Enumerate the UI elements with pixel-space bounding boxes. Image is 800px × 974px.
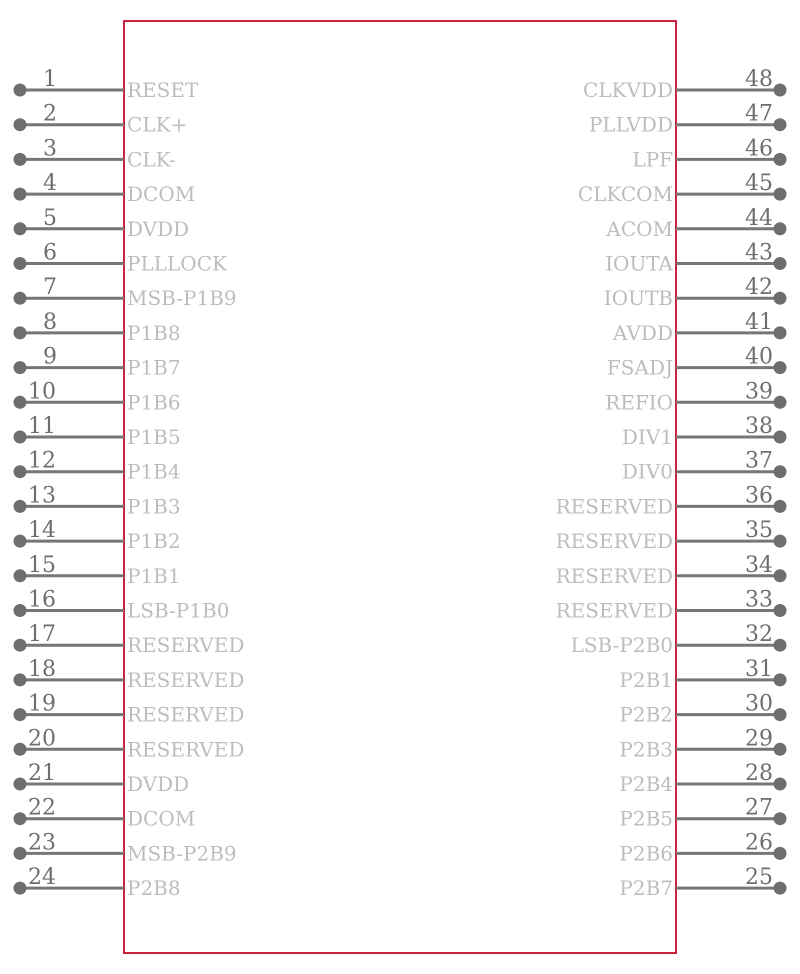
pin-label: P2B8 — [127, 876, 181, 901]
pin-label: AVDD — [613, 320, 673, 345]
pin-endpoint-dot — [14, 604, 27, 617]
left-pin-22 — [14, 796, 196, 831]
pin-label: P1B6 — [127, 390, 181, 415]
left-pin-2 — [14, 102, 188, 137]
right-pin-45 — [578, 171, 787, 206]
pin-number: 11 — [28, 414, 56, 439]
pin-label: DIV0 — [621, 459, 673, 484]
left-pin-6 — [14, 241, 229, 276]
pin-number: 34 — [745, 552, 773, 578]
pin-label: ACOM — [606, 216, 673, 241]
pin-endpoint-dot — [774, 708, 787, 721]
pin-number: 43 — [745, 240, 773, 266]
pin-number: 39 — [745, 379, 773, 405]
pin-label: P2B2 — [619, 702, 673, 727]
pin-endpoint-dot — [14, 396, 27, 409]
pin-number: 31 — [745, 656, 773, 682]
pin-endpoint-dot — [774, 639, 787, 652]
pin-endpoint-dot — [774, 396, 787, 409]
left-pin-10 — [14, 379, 181, 414]
right-pin-38 — [622, 414, 787, 449]
pin-label: PLLLOCK — [127, 251, 227, 276]
pin-endpoint-dot — [774, 153, 787, 166]
right-pin-26 — [619, 830, 786, 865]
right-pin-25 — [619, 865, 786, 900]
left-pin-8 — [14, 310, 181, 345]
pin-number: 13 — [28, 483, 56, 509]
left-pin-12 — [14, 449, 181, 484]
left-pin-group — [14, 67, 245, 900]
pin-label: P1B2 — [127, 529, 181, 554]
left-pin-5 — [14, 206, 190, 241]
left-pin-15 — [14, 553, 181, 588]
right-pin-48 — [583, 67, 787, 102]
pin-label: P1B1 — [127, 563, 181, 588]
pin-number: 7 — [43, 275, 57, 301]
pin-number: 8 — [43, 309, 57, 335]
pin-number: 17 — [28, 622, 56, 648]
pin-number: 46 — [745, 136, 773, 162]
pin-endpoint-dot — [14, 292, 27, 305]
pin-number: 5 — [43, 205, 57, 231]
pin-number: 26 — [745, 830, 773, 856]
right-pin-30 — [619, 692, 786, 727]
pin-endpoint-dot — [14, 812, 27, 825]
pin-endpoint-dot — [14, 778, 27, 791]
pin-endpoint-dot — [774, 84, 787, 97]
pin-label: RESERVED — [555, 598, 673, 623]
pin-number: 2 — [43, 101, 57, 127]
pin-number: 12 — [28, 448, 56, 474]
pin-label: P2B1 — [619, 667, 673, 692]
left-pin-4 — [14, 171, 196, 206]
left-pin-16 — [14, 588, 230, 623]
pin-label: RESERVED — [555, 494, 673, 519]
pin-number: 14 — [28, 518, 56, 544]
pin-endpoint-dot — [14, 257, 27, 270]
pin-label: CLK+ — [127, 112, 188, 137]
pin-number: 1 — [43, 67, 57, 92]
right-pin-34 — [556, 553, 787, 588]
pin-number: 35 — [745, 518, 773, 544]
left-pin-19 — [14, 692, 245, 727]
right-pin-29 — [619, 726, 786, 761]
pin-label: P1B4 — [127, 459, 181, 484]
pin-number: 32 — [745, 622, 773, 648]
right-pin-40 — [607, 345, 787, 380]
pin-label: FSADJ — [606, 355, 673, 380]
pin-number: 15 — [28, 552, 56, 578]
pin-endpoint-dot — [14, 500, 27, 513]
pin-label: RESERVED — [555, 529, 673, 554]
pin-endpoint-dot — [774, 812, 787, 825]
pin-label: P1B8 — [127, 320, 181, 345]
pin-number: 41 — [745, 309, 773, 335]
left-pin-20 — [14, 726, 245, 761]
pin-label: REFIO — [605, 390, 673, 415]
pin-endpoint-dot — [14, 743, 27, 756]
left-pin-23 — [14, 830, 237, 865]
left-pin-17 — [14, 622, 245, 657]
pin-endpoint-dot — [774, 673, 787, 686]
pin-label: P1B5 — [127, 425, 181, 449]
pin-number: 19 — [28, 691, 56, 717]
pin-endpoint-dot — [14, 222, 27, 235]
right-pin-39 — [605, 379, 786, 414]
pin-endpoint-dot — [14, 118, 27, 131]
pin-endpoint-dot — [774, 743, 787, 756]
pin-endpoint-dot — [774, 569, 787, 582]
pin-endpoint-dot — [774, 604, 787, 617]
pin-number: 48 — [745, 67, 773, 92]
pin-endpoint-dot — [774, 778, 787, 791]
pin-endpoint-dot — [14, 569, 27, 582]
pin-label: P2B5 — [619, 806, 673, 831]
pin-number: 38 — [745, 414, 773, 439]
pin-label: PLLVDD — [588, 112, 673, 137]
pin-number: 44 — [745, 205, 773, 231]
left-pin-14 — [14, 518, 181, 553]
pin-endpoint-dot — [774, 257, 787, 270]
pin-endpoint-dot — [774, 118, 787, 131]
pin-number: 10 — [28, 379, 56, 405]
pin-label: DIV1 — [621, 425, 673, 449]
pin-number: 33 — [745, 587, 773, 613]
pin-label: DVDD — [127, 216, 190, 241]
pin-number: 29 — [745, 726, 773, 752]
right-pin-31 — [619, 657, 786, 692]
pin-number: 21 — [28, 761, 56, 786]
pin-label: P2B4 — [619, 772, 673, 796]
pin-endpoint-dot — [14, 361, 27, 374]
pin-endpoint-dot — [774, 292, 787, 305]
pin-endpoint-dot — [774, 222, 787, 235]
pin-endpoint-dot — [14, 882, 27, 895]
pin-number: 30 — [745, 691, 773, 717]
pin-endpoint-dot — [774, 361, 787, 374]
pin-label: P2B6 — [619, 841, 673, 866]
right-pin-37 — [622, 449, 787, 484]
pin-number: 22 — [28, 795, 56, 821]
pin-number: 37 — [745, 448, 773, 474]
right-pin-32 — [571, 622, 787, 657]
pin-endpoint-dot — [774, 188, 787, 201]
right-pin-42 — [604, 275, 787, 310]
pin-number: 40 — [745, 344, 773, 370]
left-pin-24 — [14, 865, 181, 900]
pin-endpoint-dot — [774, 882, 787, 895]
pin-label: P1B7 — [127, 355, 181, 380]
right-pin-35 — [556, 518, 787, 553]
left-pin-21 — [14, 761, 190, 796]
pin-label: P2B3 — [619, 737, 673, 762]
pin-number: 6 — [43, 240, 57, 266]
pin-label: DCOM — [127, 182, 196, 207]
pin-label: CLKVDD — [582, 78, 673, 102]
pin-label: P2B7 — [619, 876, 673, 901]
pin-endpoint-dot — [774, 465, 787, 478]
pin-label: RESERVED — [127, 737, 245, 762]
pin-endpoint-dot — [14, 431, 27, 444]
right-pin-33 — [556, 588, 787, 623]
pin-number: 4 — [43, 171, 57, 197]
pin-label: P1B3 — [127, 494, 181, 519]
right-pin-41 — [612, 310, 786, 345]
pin-endpoint-dot — [14, 673, 27, 686]
left-pin-7 — [14, 275, 237, 310]
pin-label: RESERVED — [127, 702, 245, 727]
pin-label: RESET — [127, 78, 199, 102]
pin-number: 24 — [28, 865, 56, 891]
left-pin-18 — [14, 657, 245, 692]
pin-label: CLK- — [127, 147, 176, 172]
pin-number: 45 — [745, 171, 773, 197]
right-pin-47 — [589, 102, 787, 137]
pin-number: 42 — [745, 275, 773, 301]
pin-endpoint-dot — [14, 326, 27, 339]
pin-endpoint-dot — [14, 465, 27, 478]
pin-label: RESERVED — [127, 633, 245, 658]
pin-endpoint-dot — [14, 153, 27, 166]
pin-number: 18 — [28, 656, 56, 682]
pin-endpoint-dot — [14, 188, 27, 201]
pin-label: RESERVED — [555, 563, 673, 588]
left-pin-11 — [14, 414, 181, 449]
pin-number: 9 — [43, 344, 57, 370]
pin-endpoint-dot — [14, 708, 27, 721]
pin-number: 20 — [28, 726, 56, 752]
pin-label: LSB-P2B0 — [570, 633, 673, 658]
pin-number: 47 — [745, 101, 773, 127]
pin-endpoint-dot — [774, 431, 787, 444]
right-pin-43 — [605, 241, 786, 276]
pin-label: DVDD — [127, 772, 190, 796]
right-pin-28 — [619, 761, 786, 796]
pin-endpoint-dot — [14, 639, 27, 652]
pin-label: MSB-P1B9 — [127, 286, 237, 311]
pin-number: 23 — [28, 830, 56, 856]
component-body-outline — [124, 21, 676, 953]
pin-endpoint-dot — [14, 84, 27, 97]
pin-endpoint-dot — [14, 535, 27, 548]
pin-endpoint-dot — [14, 847, 27, 860]
left-pin-3 — [14, 136, 176, 171]
left-pin-13 — [14, 483, 181, 518]
pin-label: RESERVED — [127, 667, 245, 692]
right-pin-46 — [632, 136, 786, 171]
pin-label: DCOM — [127, 806, 196, 831]
pin-label: LPF — [632, 147, 673, 172]
pin-label: CLKCOM — [577, 182, 673, 207]
pin-endpoint-dot — [774, 847, 787, 860]
pin-number: 36 — [745, 483, 773, 509]
pin-number: 16 — [28, 587, 56, 613]
pin-label: IOUTA — [605, 251, 673, 276]
pin-number: 3 — [43, 136, 57, 162]
pin-label: MSB-P2B9 — [127, 841, 237, 866]
pin-number: 28 — [745, 761, 773, 786]
pin-endpoint-dot — [774, 326, 787, 339]
pin-label: IOUTB — [603, 286, 673, 311]
pin-label: LSB-P1B0 — [127, 598, 230, 623]
right-pin-36 — [556, 483, 787, 518]
pin-number: 27 — [745, 795, 773, 821]
pin-number: 25 — [745, 865, 773, 891]
pin-endpoint-dot — [774, 500, 787, 513]
left-pin-9 — [14, 345, 181, 380]
right-pin-group — [556, 67, 787, 900]
pin-endpoint-dot — [774, 535, 787, 548]
left-pin-1 — [14, 67, 199, 102]
right-pin-44 — [605, 206, 786, 241]
right-pin-27 — [619, 796, 786, 831]
